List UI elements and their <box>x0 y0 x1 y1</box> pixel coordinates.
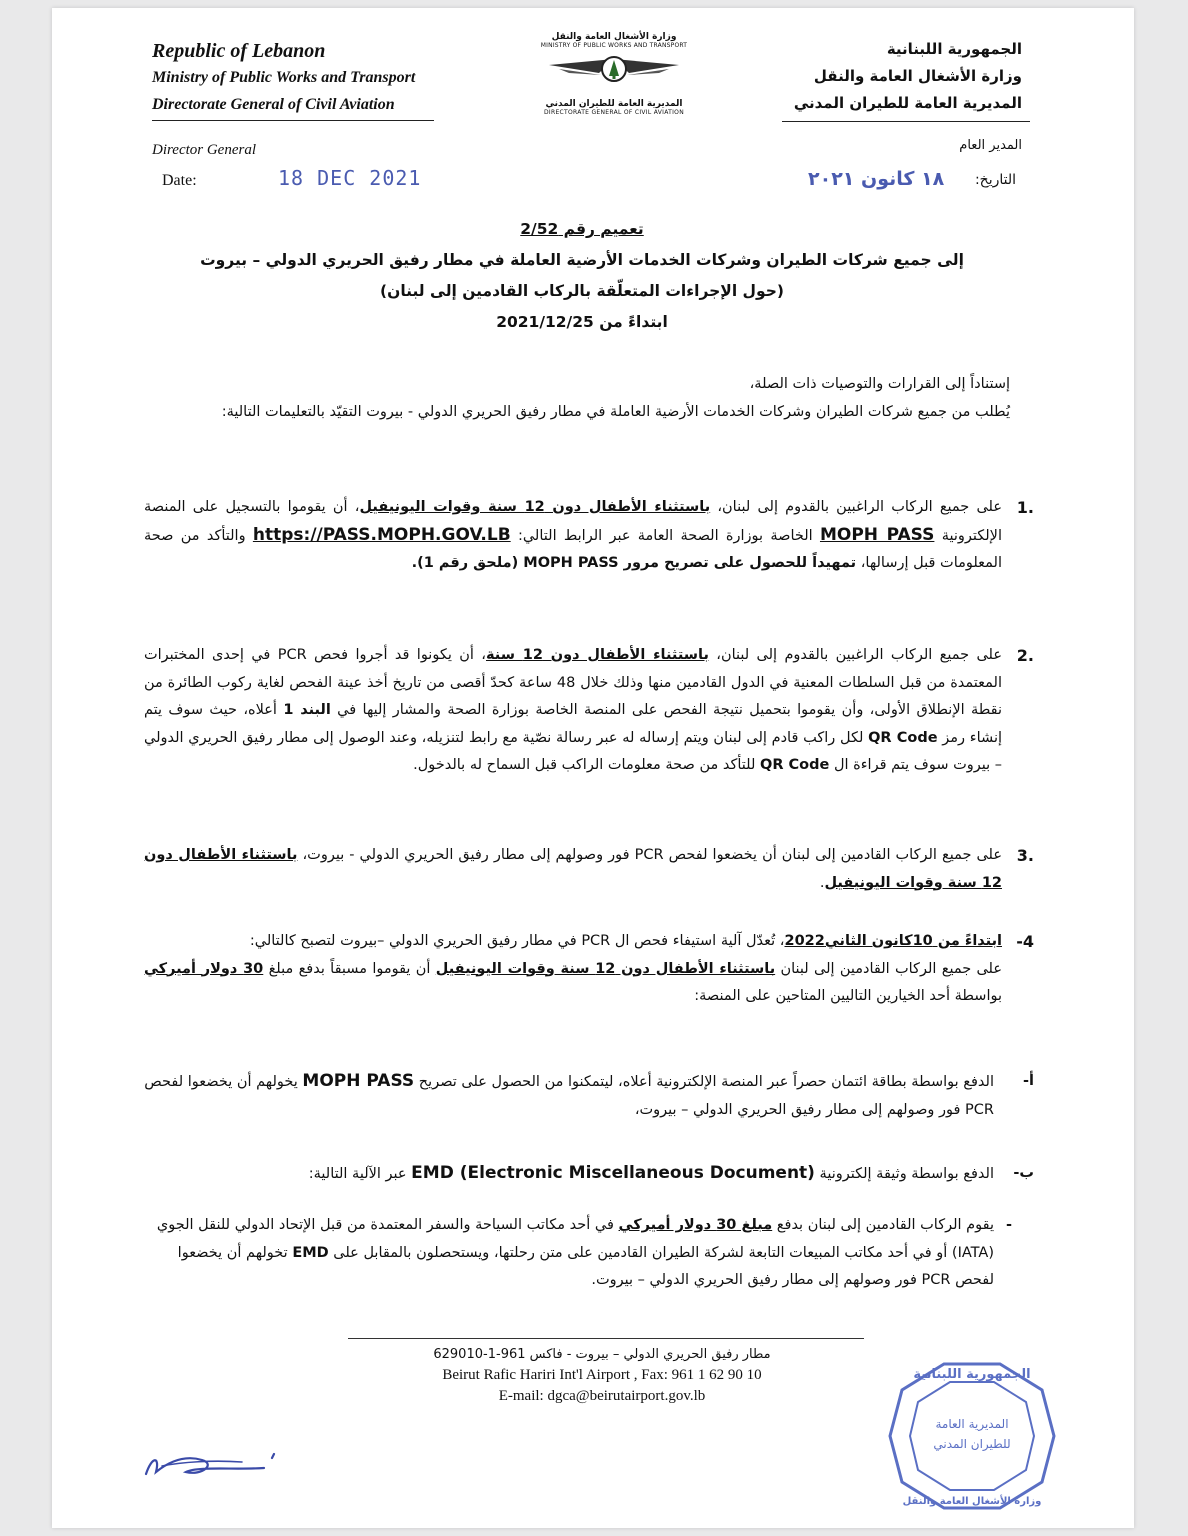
director-general-ar: المدير العام <box>959 138 1022 153</box>
fee-amount: مبلغ 30 دولار أميركي <box>618 1217 773 1233</box>
option-letter: أ- <box>1023 1073 1034 1089</box>
qr-code-term: QR Code <box>760 757 830 773</box>
text-segment: الدفع بواسطة بطاقة ائتمان حصراً عبر المنصة الإلكترونية أعلاه، ليتمكنوا من الحصول على تصريح <box>414 1074 994 1090</box>
seal-inner-line-2: للطيران المدني <box>933 1437 1011 1451</box>
seal-bottom-text: وزارة الأشغال العامة والنقل <box>902 1496 1042 1507</box>
item-text <box>144 494 1002 578</box>
text-segment: ، أن يقوموا بالتسجيل على المنصة الإلكترونية <box>144 499 1002 544</box>
text-segment: الدفع بواسطة وثيقة إلكترونية <box>814 1166 994 1182</box>
logo-en-top: MINISTRY OF PUBLIC WORKS AND TRANSPORT <box>540 42 688 49</box>
emd-term: EMD <box>292 1244 329 1261</box>
text-segment: ، تُعدّل آلية استيفاء فحص ال PCR في مطار رفيق الحريري الدولي –بيروت لتصبح كالتالي: <box>249 933 785 949</box>
circular-subject: (حول الإجراءات المتعلّقة بالركاب القادمين إلى لبنان) <box>380 282 784 300</box>
text-segment: يخولهم أن يخضعوا لفحص PCR فور وصولهم إلى مطار رفيق الحريري الدولي – بيروت، <box>144 1074 994 1118</box>
emphasis-text: تمهيداً للحصول على تصريح مرور MOPH PASS (ملحق رقم 1). <box>411 555 857 571</box>
circular-titles <box>152 214 1012 338</box>
intro-paragraph <box>152 370 1010 426</box>
fee-amount: 30 دولار أميركي <box>144 960 264 977</box>
text-segment: والتأكد من صحة المعلومات قبل إرسالها، <box>144 527 1002 571</box>
text-segment: على جميع الركاب القادمين إلى لبنان أن يخضعوا لفحص PCR فور وصولهم إلى مطار رفيق الحريري الدولي - بيروت، <box>297 847 1003 863</box>
logo-en-bottom: DIRECTORATE GENERAL OF CIVIL AVIATION <box>544 109 684 116</box>
text-segment: الخاصة بوزارة الصحة العامة عبر الرابط التالي: <box>510 527 820 544</box>
item-text <box>144 928 1002 956</box>
circular-recipients: إلى جميع شركات الطيران وشركات الخدمات الأرضية العاملة في مطار رفيق الحريري الدولي – بيروت <box>200 251 964 269</box>
intro-line-1: إستناداً إلى القرارات والتوصيات ذات الصلة، <box>749 376 1010 392</box>
footer-address-ar: مطار رفيق الحريري الدولي – بيروت - فاكس 961-1-629010 <box>433 1347 771 1362</box>
option-text <box>144 1068 994 1124</box>
item-text-continued <box>144 956 1002 1011</box>
instruction-item-4 <box>144 928 1034 1011</box>
exemption-text: باستثناء الأطفال دون 12 سنة وقوات اليونيفيل <box>359 499 711 515</box>
date-stamp-ar: ١٨ كانون ٢٠٢١ <box>808 168 945 190</box>
header-divider-ar <box>782 121 1030 122</box>
text-segment: . <box>819 874 825 891</box>
footer-address-en: Beirut Rafic Hariri Int'l Airport , Fax: 961 1 62 90 10 <box>442 1367 762 1383</box>
item-text <box>144 642 1002 780</box>
moph-pass-link[interactable]: https://PASS.MOPH.GOV.LB <box>252 524 511 545</box>
intro-line-2: يُطلب من جميع شركات الطيران وشركات الخدمات الأرضية العاملة في مطار رفيق الحريري الدولي - بيروت التقيّد بالتعليمات التالية: <box>221 404 1010 420</box>
signature-icon <box>142 1436 302 1486</box>
emd-term: EMD <box>411 1163 454 1183</box>
instruction-item-3 <box>144 842 1034 897</box>
date-label: Date: <box>162 172 197 189</box>
ministry-logo <box>514 32 714 116</box>
payment-option-a <box>144 1068 1034 1124</box>
date-label-ar: التاريخ: <box>974 172 1016 188</box>
text-segment: أن يقوموا مسبقاً بدفع مبلغ <box>263 960 436 977</box>
wings-emblem-icon <box>539 49 689 93</box>
logo-ar-top: وزارة الأشغال العامة والنقل <box>551 32 677 42</box>
bullet-text <box>144 1212 994 1295</box>
item-number: 3. <box>1016 846 1034 865</box>
instruction-item-1 <box>144 494 1034 578</box>
directorate-name-en: Directorate General of Civil Aviation <box>152 96 395 113</box>
text-segment: للتأكد من صحة معلومات الراكب قبل السماح له بالدخول. <box>413 757 760 773</box>
moph-pass-name: MOPH PASS <box>819 524 935 545</box>
payment-bullet <box>144 1212 1034 1295</box>
exemption-text: باستثناء الأطفال دون 12 سنة وقوات اليونيفيل <box>144 847 1002 891</box>
circular-number: تعميم رقم 2/52 <box>520 220 644 238</box>
circular-effective-date: ابتداءً من 2021/12/25 <box>496 313 668 331</box>
official-seal <box>882 1356 1062 1516</box>
arabic-letterhead <box>722 36 1022 122</box>
english-letterhead <box>152 38 452 121</box>
seal-inner-line-1: المديرية العامة <box>935 1417 1009 1431</box>
directorate-name-ar: المديرية العامة للطيران المدني <box>793 94 1022 112</box>
moph-pass-name: MOPH PASS <box>302 1071 415 1091</box>
logo-ar-bottom: المديرية العامة للطيران المدني <box>545 99 683 109</box>
text-segment: بواسطة أحد الخيارين التاليين المتاحين على المنصة: <box>694 988 1002 1004</box>
country-name-ar: الجمهورية اللبنانية <box>886 40 1022 58</box>
item-number: 1. <box>1016 498 1034 517</box>
footer-contact <box>342 1344 862 1407</box>
ministry-name-ar: وزارة الأشغال العامة والنقل <box>813 67 1022 85</box>
qr-code-term: QR Code <box>868 729 938 746</box>
option-text <box>144 1160 994 1189</box>
footer-divider <box>348 1338 864 1339</box>
header-divider-en <box>152 120 434 121</box>
payment-option-b <box>144 1160 1034 1189</box>
instruction-item-2 <box>144 642 1034 780</box>
item-text <box>144 842 1002 897</box>
clause-ref: البند 1 <box>283 702 331 718</box>
emd-full-name: (Electronic Miscellaneous Document) <box>453 1163 815 1183</box>
text-segment: على جميع الركاب الراغبين بالقدوم إلى لبنان، <box>708 647 1002 663</box>
text-segment: على جميع الركاب القادمين إلى لبنان <box>775 960 1003 977</box>
date-stamp: 18 DEC 2021 <box>278 166 422 190</box>
text-segment: أعلاه، حيث سوف يتم إنشاء رمز <box>144 702 1003 746</box>
text-segment: لكل راكب قادم إلى لبنان ويتم إرساله له عبر رسالة نصّية مع رابط لتنزيله، وعند الوصول إلى مطار رفيق الحريري الدولي – بيروت سوف يتم قراءة ال <box>144 729 1002 773</box>
text-segment: ، أن يكونوا قد أجروا فحص PCR في إحدى المختبرات المعتمدة من قبل السلطات المعنية في الدول القادمين منها وذلك خلال 48 ساعة كحدّ أقصى من تاريخ أخذ عينة الفحص لغاية ركوب الطائرة من نقطة الإنطلاق الأولى، وأن يقوموا بتحميل نتيجة الفحص على المنصة الخاصة بوزارة الصحة والمشار إليها في <box>144 647 1003 718</box>
effective-date-text: ابتداءً من 10كانون الثاني2022 <box>784 933 1002 949</box>
text-segment: عبر الآلية التالية: <box>308 1166 412 1182</box>
option-letter: ب- <box>1013 1165 1034 1181</box>
text-segment: يقوم الركاب القادمين إلى لبنان بدفع <box>772 1217 994 1233</box>
text-segment: في أحد مكاتب السياحة والسفر المعتمدة من قبل الإتحاد الدولي للنقل الجوي (IATA) أو في أحد مكاتب المبيعات التابعة لشركة الطيران القادمين على متن رحلتها، ويستحصلون بالمقابل على <box>156 1217 994 1261</box>
country-name-en: Republic of Lebanon <box>152 40 326 62</box>
text-segment: على جميع الركاب الراغبين بالقدوم إلى لبنان، <box>710 499 1003 515</box>
exemption-text: باستثناء الأطفال دون 12 سنة <box>485 647 709 663</box>
item-number: 2. <box>1016 646 1034 665</box>
letter-page <box>52 8 1134 1528</box>
exemption-text: باستثناء الأطفال دون 12 سنة وقوات اليونيفيل <box>435 960 776 977</box>
item-number: -4 <box>1016 932 1034 951</box>
bullet-dash: - <box>1005 1217 1012 1233</box>
seal-outer-text: الجمهورية اللبنانية <box>913 1367 1031 1382</box>
director-general-en: Director General <box>152 142 257 158</box>
text-segment: تخولهم أن يخضعوا لفحص PCR فور وصولهم إلى مطار رفيق الحريري الدولي – بيروت. <box>177 1244 994 1288</box>
footer-email: E-mail: dgca@beirutairport.gov.lb <box>498 1388 706 1404</box>
ministry-name-en: Ministry of Public Works and Transport <box>152 69 416 86</box>
